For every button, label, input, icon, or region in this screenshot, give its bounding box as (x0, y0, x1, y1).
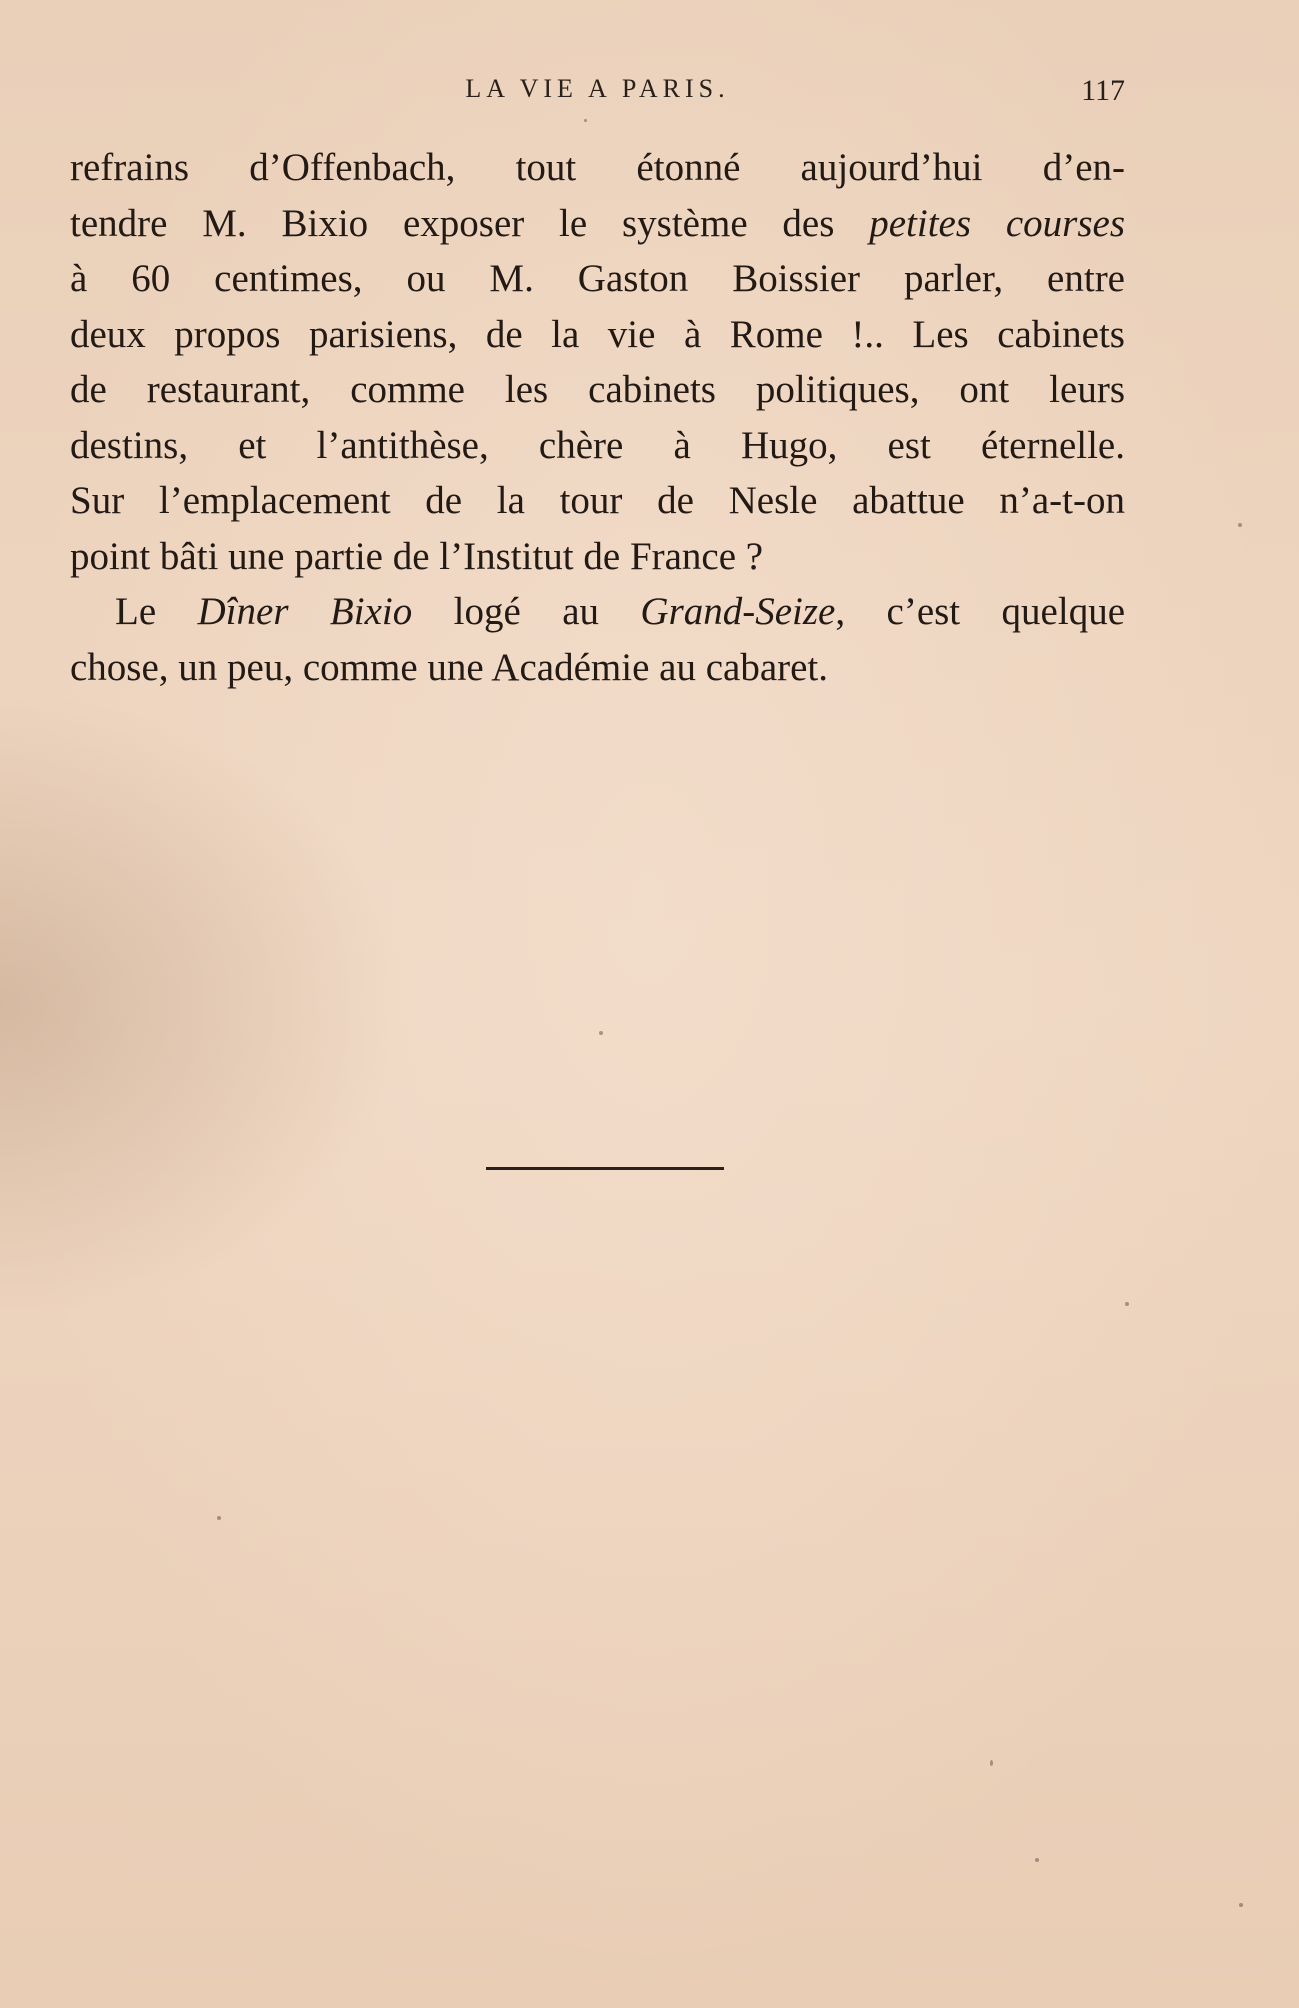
paper-speck (990, 1760, 993, 1766)
text-line: destins, et l’antithèse, chère à Hugo, est éternelle. (70, 423, 1125, 467)
running-title: LA VIE A PARIS. (465, 74, 730, 103)
paper-speck (1035, 1858, 1039, 1862)
page-number: 117 (1081, 74, 1125, 107)
italic-phrase: Dîner Bixio (197, 590, 413, 633)
body-text (70, 140, 1125, 695)
paper-speck (584, 119, 587, 122)
running-head (70, 74, 1125, 114)
italic-phrase: Grand-Seize (640, 590, 836, 633)
text-line: refrains d’Offenbach, tout étonné aujourd’hui d’en- (70, 146, 1125, 189)
paper-speck (1238, 523, 1242, 527)
section-divider-rule (486, 1167, 724, 1170)
paper-speck (599, 1031, 603, 1035)
text-line: tendre M. Bixio exposer le système des petites courses (70, 201, 1125, 245)
text-line: à 60 centimes, ou M. Gaston Boissier parler, entre (70, 257, 1125, 300)
text-line: deux propos parisiens, de la vie à Rome !.. Les cabinets (70, 312, 1125, 356)
text-line: de restaurant, comme les cabinets politiques, ont leurs (70, 368, 1125, 411)
text-line: Sur l’emplacement de la tour de Nesle abattue n’a-t-on (70, 479, 1125, 522)
text-line: point bâti une partie de l’Institut de France ? (70, 534, 764, 578)
paper-speck (1239, 1903, 1243, 1907)
paper-speck (217, 1516, 221, 1520)
italic-phrase: petites courses (869, 201, 1125, 245)
text-line: chose, un peu, comme une Académie au cabaret. (70, 645, 829, 689)
text-line: Le Dîner Bixio logé au Grand-Seize, c’est quelque (115, 590, 1125, 633)
paper-speck (1125, 1302, 1129, 1306)
